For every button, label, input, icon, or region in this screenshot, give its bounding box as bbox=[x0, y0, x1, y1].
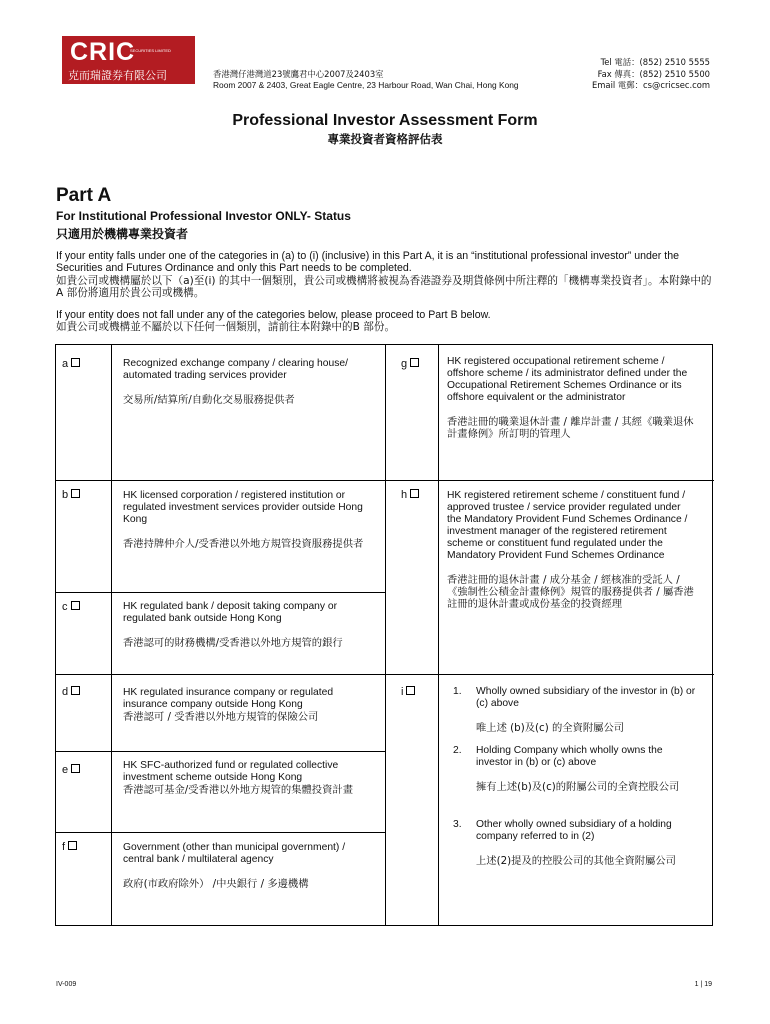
option-g-text: HK registered occupational retirement scheme / offshore scheme / its administrator defined under the Occupational Retirement Schemes Ordinance or its offshore equivalent or the administrator 香港註冊的職業退休計畫 / 離岸計畫 / 其經《職業退休計畫條例》所訂明的管理人 bbox=[447, 356, 694, 440]
checkbox-a[interactable] bbox=[71, 358, 80, 367]
part-heading: Part A bbox=[56, 185, 112, 206]
part-subtitle: For Institutional Professional Investor ONLY- Status bbox=[56, 209, 351, 223]
page-number: 1 | 19 bbox=[694, 981, 712, 988]
option-a-text: Recognized exchange company / clearing house/ automated trading services provider 交易所/結算所/自動化交易服務提供者 bbox=[123, 358, 348, 406]
option-e-text: HK SFC-authorized fund or regulated collective investment scheme outside Hong Kong 香港認可基金/受香港以外地方規管的集體投資計畫 bbox=[123, 760, 353, 796]
fax: Fax 傳真：(852) 2510 5500 bbox=[597, 68, 710, 79]
option-b[interactable]: b bbox=[62, 489, 80, 501]
row-divider bbox=[56, 674, 714, 675]
option-i[interactable]: i bbox=[401, 686, 415, 698]
logo-chinese-name: 克而瑞證券有限公司 bbox=[68, 69, 167, 82]
option-g[interactable]: g bbox=[401, 358, 419, 370]
table-divider bbox=[111, 345, 112, 925]
company-address: 香港灣仔港灣道23號鷹君中心2007及2403室 Room 2007 & 2403, Great Eagle Centre, 23 Harbour Road, Wan Chai, Hong Kong bbox=[213, 69, 519, 90]
row-divider bbox=[56, 832, 385, 833]
sub-item-number: 2. bbox=[453, 745, 462, 756]
option-i-sub-1: Wholly owned subsidiary of the investor in (b) or (c) above 唯上述 (b)及(c) 的全資附屬公司 bbox=[476, 686, 696, 734]
company-logo bbox=[62, 36, 195, 84]
option-i-sub-3: Other wholly owned subsidiary of a holding company referred to in (2) 上述(2)提及的控股公司的其他全資附屬公司 bbox=[476, 819, 676, 867]
checkbox-f[interactable] bbox=[68, 841, 77, 850]
option-a[interactable]: a bbox=[62, 358, 80, 370]
sub-item-number: 3. bbox=[453, 819, 462, 830]
option-f[interactable]: f bbox=[62, 841, 77, 853]
proceed-instruction: If your entity does not fall under any of the categories below, please proceed to Part B below. bbox=[56, 309, 491, 321]
option-h-text: HK registered retirement scheme / constituent fund / approved trustee / service provider regulated under the Mandatory Provident Fund Schemes Ordinance / investment manager of the registered retirement scheme or constituent fund regulated under the Mandatory Provident Fund Schemes Ordinance 香港註冊的退休計畫 / 成分基金 / 經核准的受託人 /《強制性公積金計畫條例》規管的服務提供者 / 屬香港註冊的退休計畫或成份基金的投資經理 bbox=[447, 490, 694, 610]
category-table bbox=[55, 344, 713, 926]
proceed-instruction-cn: 如貴公司或機構並不屬於以下任何一個類別，請前往本附錄中的B 部份。 bbox=[56, 321, 396, 333]
option-c[interactable]: c bbox=[62, 601, 80, 613]
logo-text: CRIC bbox=[70, 38, 136, 66]
row-divider bbox=[56, 592, 385, 593]
option-e[interactable]: e bbox=[62, 764, 80, 776]
option-h[interactable]: h bbox=[401, 489, 419, 501]
row-divider bbox=[56, 751, 385, 752]
form-code: IV-009 bbox=[56, 981, 77, 988]
sub-item-number: 1. bbox=[453, 686, 462, 697]
option-c-text: HK regulated bank / deposit taking company or regulated bank outside Hong Kong 香港認可的財務機構/受香港以外地方規管的銀行 bbox=[123, 601, 343, 649]
form-title: Professional Investor Assessment Form bbox=[232, 112, 538, 129]
checkbox-g[interactable] bbox=[410, 358, 419, 367]
option-d-text: HK regulated insurance company or regulated insurance company outside Hong Kong 香港認可 / 受香港以外地方規管的保險公司 bbox=[123, 687, 334, 723]
table-divider bbox=[385, 345, 386, 925]
option-f-text: Government (other than municipal government) / central bank / multilateral agency 政府(市政府除外） /中央銀行 / 多邊機構 bbox=[123, 842, 346, 890]
option-b-text: HK licensed corporation / registered institution or regulated investment services provider outside Hong Kong 香港持牌仲介人/受香港以外地方規管投資服務提供者 bbox=[123, 490, 364, 550]
part-subtitle-cn: 只適用於機構專業投資者 bbox=[56, 227, 189, 241]
option-d[interactable]: d bbox=[62, 686, 80, 698]
logo-tagline: SECURITIES LIMITED bbox=[130, 48, 171, 53]
intro-paragraph: If your entity falls under one of the categories in (a) to (i) (inclusive) in this Part A, it is an “institutional professional investor” under the Securities and Futures Ordinance and only this Part needs to be completed. bbox=[56, 250, 679, 274]
checkbox-e[interactable] bbox=[71, 764, 80, 773]
checkbox-b[interactable] bbox=[71, 489, 80, 498]
form-title-cn: 專業投資者資格評估表 bbox=[327, 132, 443, 146]
checkbox-h[interactable] bbox=[410, 489, 419, 498]
tel: Tel 電話：(852) 2510 5555 bbox=[600, 57, 710, 67]
contact-info bbox=[592, 57, 710, 92]
email: Email 電郵：cs@cricsec.com bbox=[591, 80, 710, 90]
checkbox-d[interactable] bbox=[71, 686, 80, 695]
row-divider bbox=[56, 480, 714, 481]
option-i-sub-2: Holding Company which wholly owns the investor in (b) or (c) above 擁有上述(b)及(c)的附屬公司的全資控股公司 bbox=[476, 745, 680, 793]
checkbox-i[interactable] bbox=[406, 686, 415, 695]
table-divider bbox=[438, 345, 439, 925]
intro-paragraph-cn: 如貴公司或機構屬於以下（a)至(i) 的其中一個類別，貴公司或機構將被視為香港證券及期貨條例中所注釋的「機構專業投資者」。本附錄中的A 部份將適用於貴公司或機構。 bbox=[56, 275, 712, 299]
checkbox-c[interactable] bbox=[71, 601, 80, 610]
